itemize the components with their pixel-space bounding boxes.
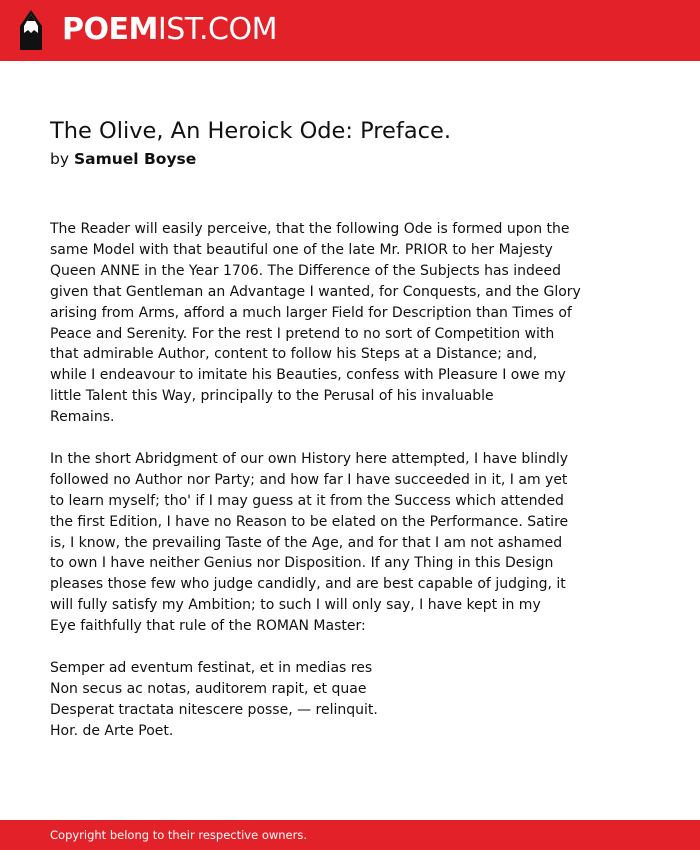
poem-paragraph bbox=[50, 219, 590, 428]
copyright-text: Copyright belong to their respective owners. bbox=[50, 828, 308, 842]
site-footer bbox=[0, 820, 700, 850]
poem-line: the first Edition, I have no Reason to be elated on the Performance. Satire bbox=[50, 513, 569, 530]
poem-paragraph bbox=[50, 658, 590, 742]
author-name[interactable]: Samuel Boyse bbox=[73, 150, 197, 168]
poem-line: given that Gentleman an Advantage I wanted, for Conquests, and the Glory bbox=[50, 283, 581, 300]
poem-line: Remains. bbox=[50, 409, 115, 426]
poem-line: Non secus ac notas, auditorem rapit, et quae bbox=[50, 680, 367, 697]
poem-line: followed no Author nor Party; and how far I have succeeded in it, I am yet bbox=[50, 471, 568, 488]
poem-line: that admirable Author, content to follow his Steps at a Distance; and, bbox=[50, 346, 538, 363]
poem-line: The Reader will easily perceive, that the following Ode is formed upon the bbox=[50, 221, 570, 237]
poem-line: while I endeavour to imitate his Beauties, confess with Pleasure I owe my bbox=[50, 367, 566, 384]
poem-line: is, I know, the prevailing Taste of the Age, and for that I am not ashamed bbox=[50, 534, 563, 551]
byline bbox=[50, 149, 196, 169]
poem-line: Peace and Serenity. For the rest I pretend to no sort of Competition with bbox=[50, 325, 555, 342]
poem-line: Desperat tractata nitescere posse, — relinquit. bbox=[50, 701, 378, 718]
poem-line: arising from Arms, afford a much larger Field for Description than Times of bbox=[50, 304, 572, 321]
site-logo[interactable] bbox=[62, 12, 277, 48]
poem-body bbox=[50, 219, 590, 763]
poem-line: pleases those few who judge candidly, and are best capable of judging, it bbox=[50, 576, 566, 593]
byline-prefix: by bbox=[50, 150, 70, 168]
poem-line: same Model with that beautiful one of the late Mr. PRIOR to her Majesty bbox=[50, 241, 553, 258]
poem-line: Eye faithfully that rule of the ROMAN Master: bbox=[50, 618, 366, 635]
logo-light-text: IST.COM bbox=[157, 12, 277, 47]
poem-line: Semper ad eventum festinat, et in medias res bbox=[50, 660, 373, 676]
poem-line: to own I have neither Genius nor Disposition. If any Thing in this Design bbox=[50, 555, 554, 572]
poem-line: Hor. de Arte Poet. bbox=[50, 722, 174, 739]
poem-title: The Olive, An Heroick Ode: Preface. bbox=[50, 118, 451, 144]
poem-line: will fully satisfy my Ambition; to such I will only say, I have kept in my bbox=[50, 597, 541, 614]
poem-line: to learn myself; tho' if I may guess at it from the Success which attended bbox=[50, 492, 564, 509]
poem-line: little Talent this Way, principally to the Perusal of his invaluable bbox=[50, 388, 494, 405]
pencil-tip-icon[interactable] bbox=[18, 9, 44, 51]
logo-bold-text: POEM bbox=[62, 12, 158, 47]
poem-line: Queen ANNE in the Year 1706. The Difference of the Subjects has indeed bbox=[50, 262, 562, 279]
poem-line: In the short Abridgment of our own History here attempted, I have blindly bbox=[50, 450, 568, 467]
poem-paragraph bbox=[50, 449, 590, 637]
site-header bbox=[0, 0, 700, 61]
